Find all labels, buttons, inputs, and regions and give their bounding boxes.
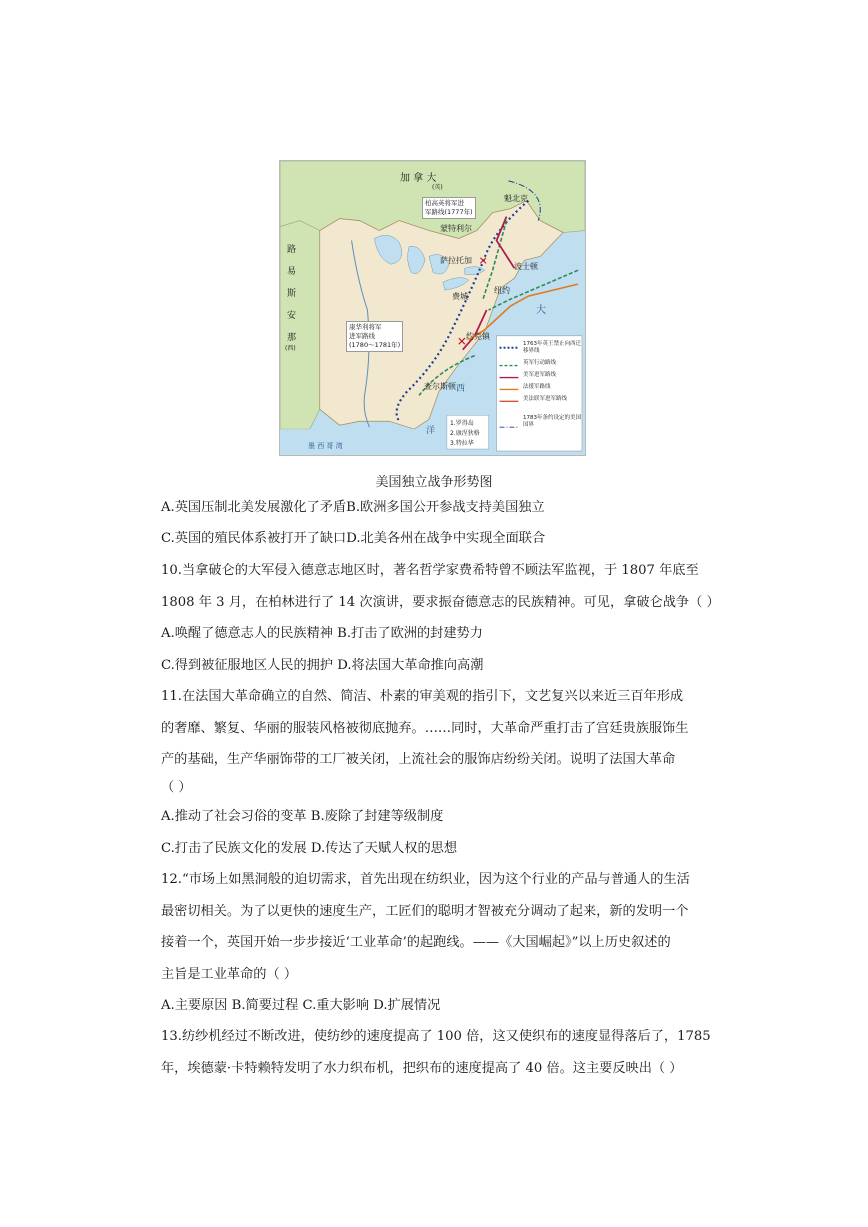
question-13-text: 年，埃德蒙·卡特赖特发明了水力织布机，把织布的速度提高了 40 倍。这主要反映出（ ） (161, 1061, 683, 1076)
question-10-text: 10.当拿破仑的大军侵入德意志地区时，著名哲学家费希特曾不顾法军监视，于 1807 年底至 (161, 563, 699, 578)
question-11-text: 产的基础，生产华丽饰带的工厂被关闭，上流社会的服饰店纷纷关闭。说明了法国大革命 (161, 752, 676, 767)
map-caption: 美国独立战争形势图 (375, 475, 493, 490)
question-12-text: 接着一个，英国开始一步步接近‘工业革命’的起跑线。——《大国崛起》”以上历史叙述的 (161, 935, 671, 950)
saratoga-battle-marker: ✕ (478, 254, 488, 268)
side-notes: 1.罗得岛 2.康涅狄格 3.特拉华 (450, 420, 480, 447)
label-atlantic-3: 洋 (426, 426, 436, 436)
label-new-york: 纽约 (494, 286, 510, 295)
map-legend (523, 341, 583, 428)
question-11-blank: （ ） (161, 780, 192, 795)
louisiana-region (280, 221, 320, 430)
legend-item-british: 英军行动路线 (523, 360, 557, 366)
label-quebec: 魁北克 (504, 194, 528, 203)
legend-item-boundary: 1783年条约设定的美国国界 (523, 415, 581, 428)
label-philadelphia: 费城 (452, 292, 468, 301)
label-louisiana-sub: (西) (285, 345, 296, 352)
question-11-text: 的奢靡、繁复、华丽的服装风格被彻底抛弃。……同时，大革命严重打击了宫廷贵族服饰生 (161, 721, 689, 736)
label-charleston: 查尔斯顿 (424, 382, 456, 391)
label-louisiana: 路 易 斯 安 那 (287, 245, 297, 343)
question-13-text: 13.纺纱机经过不断改进，使纺纱的速度提高了 100 倍，这又使织布的速度显得落后了，1785 (161, 1029, 711, 1044)
label-canada-sub: (英) (432, 184, 443, 191)
label-saratoga: 萨拉托加 (440, 256, 472, 265)
legend-item-allied: 美法联军进军路线 (523, 396, 568, 402)
question-12-text: 12.“市场上如黑洞般的迫切需求，首先出现在纺织业，因为这个行业的产品与普通人的生活 (161, 872, 690, 887)
legend-item-american: 美军进军路线 (523, 372, 557, 378)
option-line: A.英国压制北美发展激化了矛盾B.欧洲多国公开参战支持美国独立 (161, 500, 545, 515)
label-cornwallis-route: 康华利将军 进军路线 (1780～1781年) (346, 321, 403, 352)
yorktown-battle-marker: ✕ (456, 334, 467, 349)
option-line: C.得到被征服地区人民的拥护 D.将法国大革命推向高潮 (161, 658, 484, 673)
option-line: A.唤醒了德意志人的民族精神 B.打击了欧洲的封建势力 (161, 626, 483, 641)
label-montreal: 蒙特利尔 (440, 224, 472, 233)
option-line: A.主要原因 B.简要过程 C.重大影响 D.扩展情况 (161, 998, 441, 1013)
label-yorktown: 约克镇 (466, 332, 490, 341)
option-line: C.英国的殖民体系被打开了缺口D.北美各州在战争中实现全面联合 (161, 531, 546, 546)
legend-item-french: 法援军路线 (523, 384, 551, 390)
option-line: C.打击了民族文化的发展 D.传达了天赋人权的思想 (161, 841, 458, 856)
question-12-text: 最密切相关。为了以更快的速度生产，工匠们的聪明才智被充分调动了起来，新的发明一个 (161, 904, 689, 919)
label-boston: 波士顿 (514, 262, 538, 271)
legend-item-proclamation: 1763年英王禁止向西迁移界线 (523, 341, 581, 354)
question-11-text: 11.在法国大革命确立的自然、简洁、朴素的审美观的指引下，文艺复兴以来近三百年形成 (161, 689, 684, 704)
label-burgoyne-route: 柏高英将军进 军路线(1777年) (422, 197, 476, 219)
label-atlantic-2: 西 (456, 384, 466, 394)
revolutionary-war-map (279, 160, 586, 456)
label-gulf: 墨 西 哥 湾 (308, 442, 343, 450)
option-line: A.推动了社会习俗的变革 B.废除了封建等级制度 (161, 809, 444, 824)
question-12-text: 主旨是工业革命的（ ） (161, 967, 298, 982)
question-10-text: 1808 年 3 月，在柏林进行了 14 次演讲，要求振奋德意志的民族精神。可见，拿破仑战争（ ） (161, 595, 720, 610)
label-canada: 加 拿 大 (400, 173, 437, 184)
label-atlantic-1: 大 (536, 305, 546, 316)
gulf-water (280, 429, 419, 455)
